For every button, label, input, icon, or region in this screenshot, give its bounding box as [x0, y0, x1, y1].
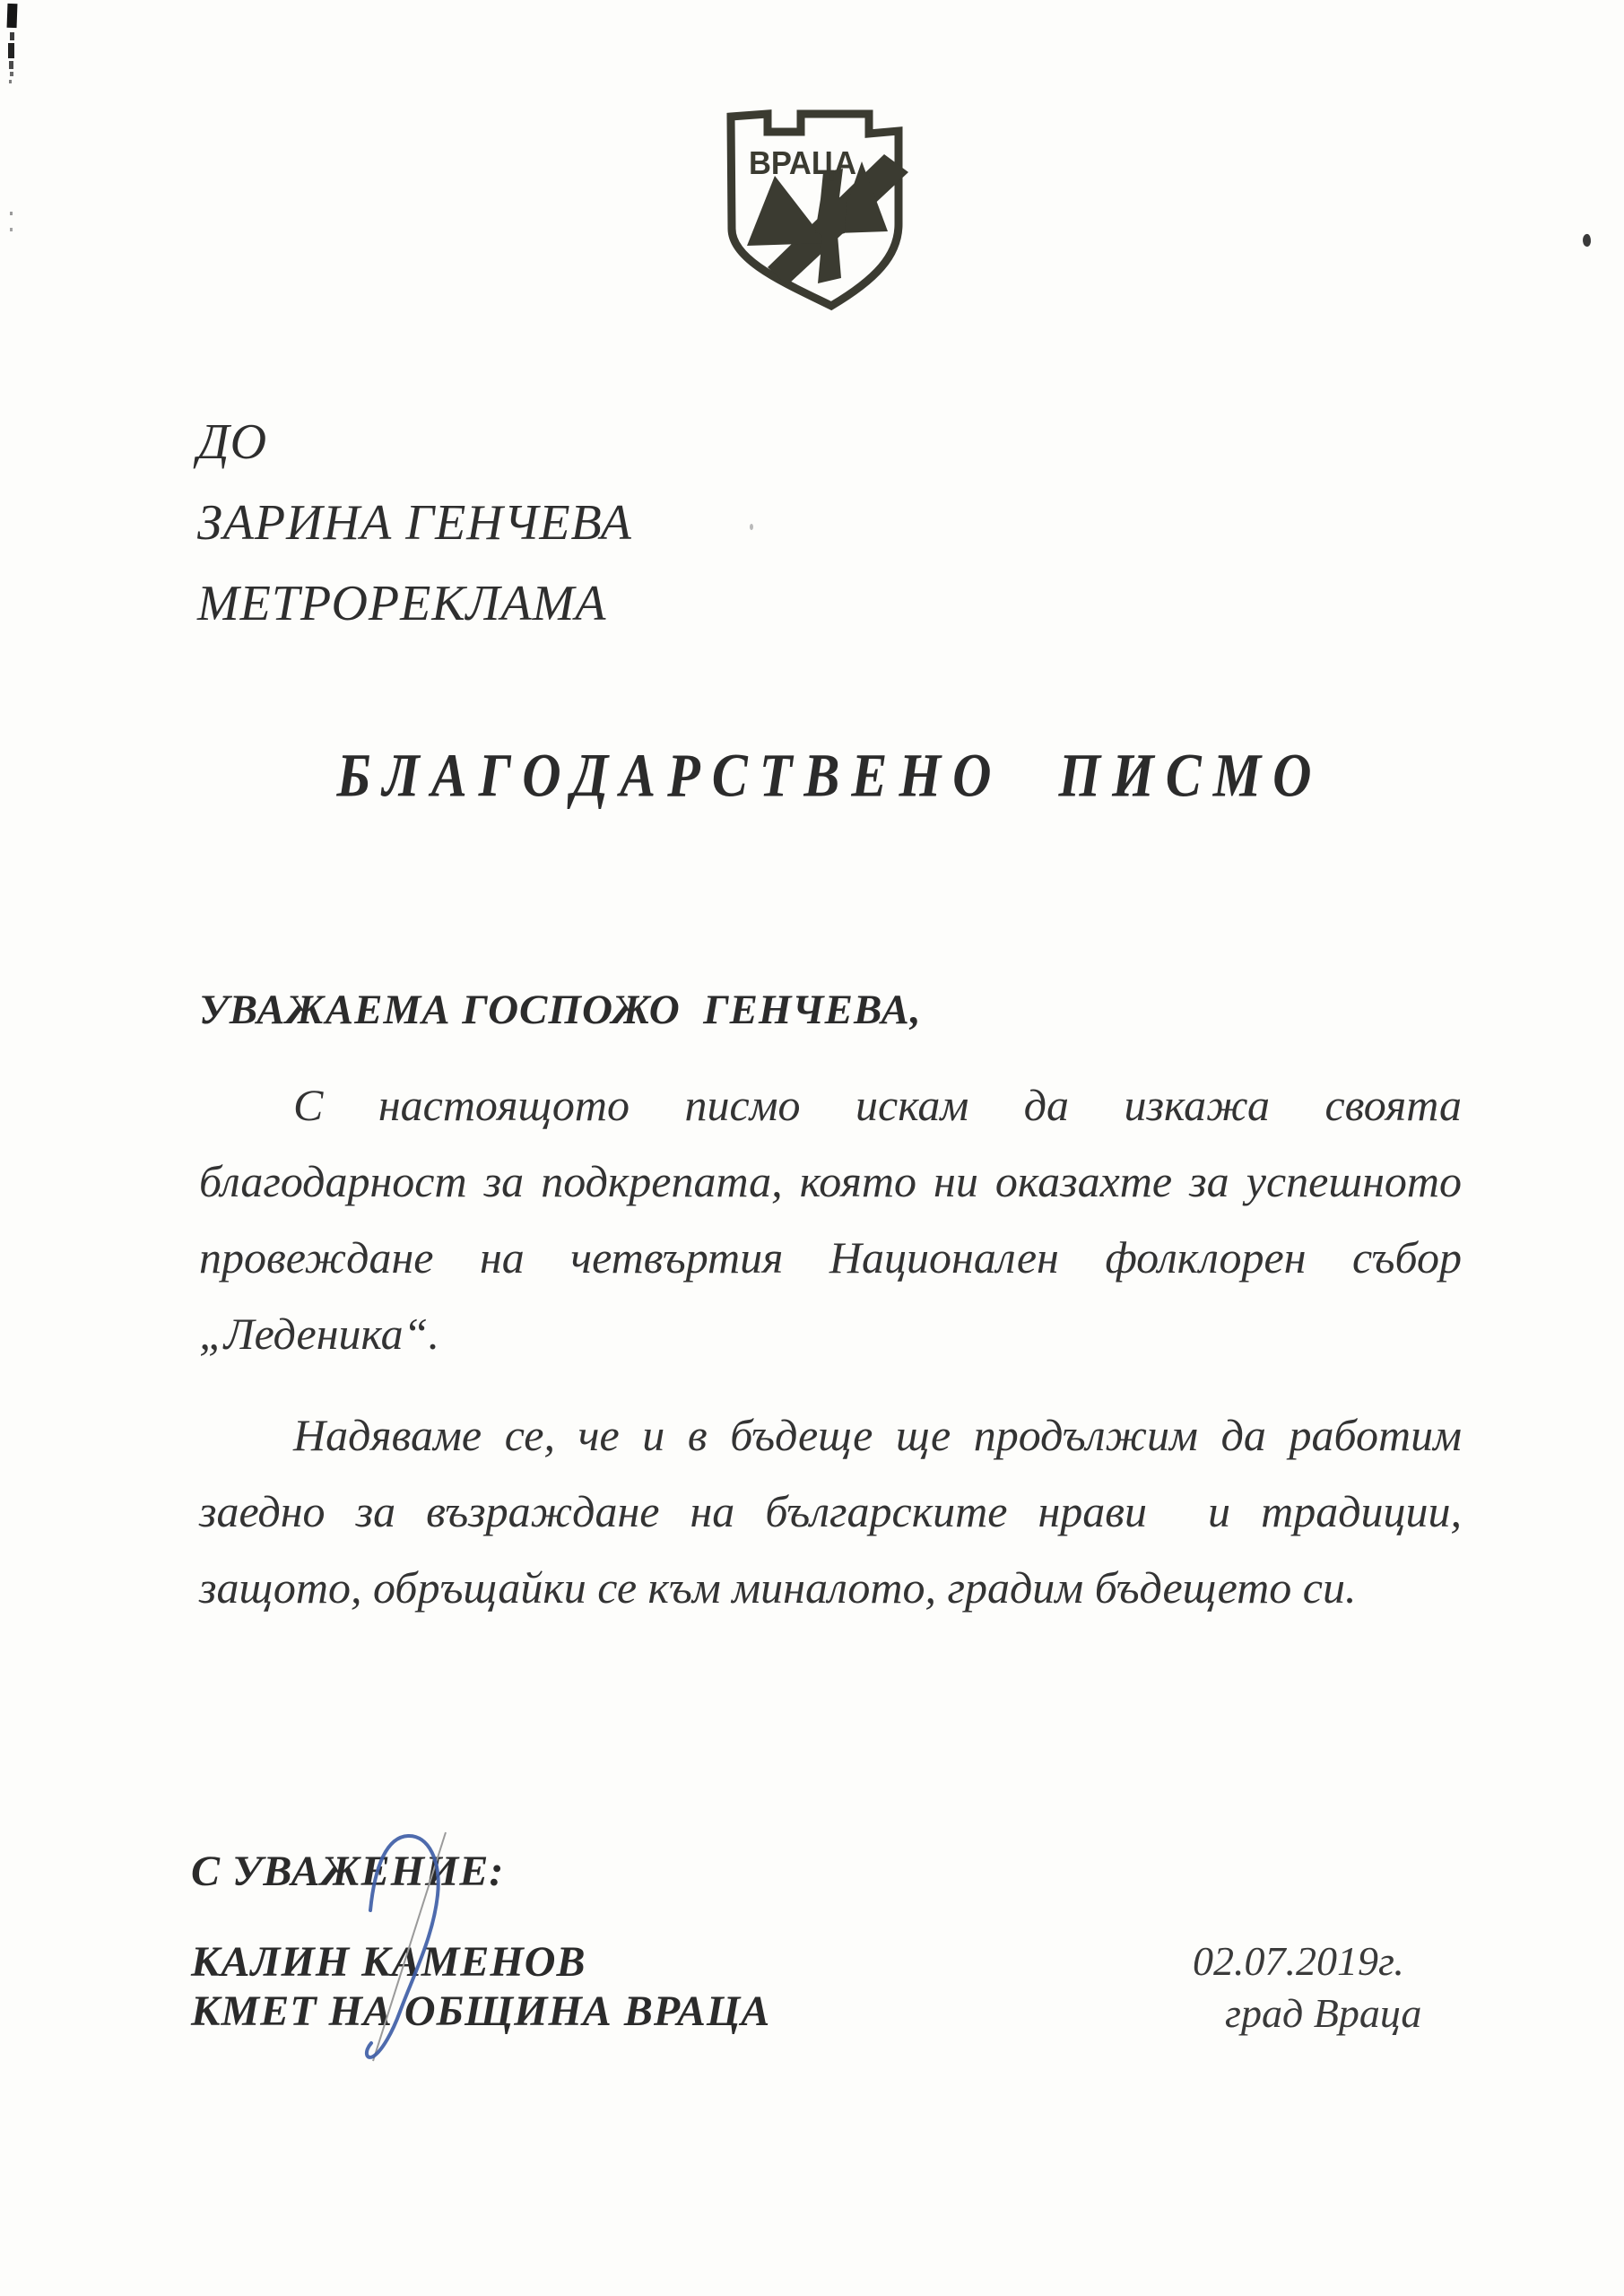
scan-artifact [7, 4, 18, 28]
closing-block [191, 1846, 770, 2036]
letter-body [199, 983, 1462, 1626]
signer-name: КАЛИН КАМЕНОВ [191, 1938, 586, 1986]
signature-pen-line [373, 1832, 446, 2061]
scan-artifact [9, 80, 12, 83]
body-line: С настоящото писмо искам да изкажа своята [293, 1080, 1462, 1130]
letter-title-text: БЛАГОДАРСТВЕНО ПИСМО [336, 742, 1324, 810]
shield-icon [723, 99, 911, 323]
scan-artifact [10, 72, 13, 76]
salutation: УВАЖАЕМА ГОСПОЖО ГЕНЧЕВА, [199, 987, 922, 1033]
body-line: „Леденика“. [199, 1309, 439, 1359]
scan-artifact [1582, 233, 1592, 247]
crest-label: ВРАЦА [749, 144, 856, 181]
body-line: благодарност за подкрепата, която ни оказахте за успешното [199, 1156, 1462, 1206]
scan-artifact [10, 212, 13, 215]
letter-place: град Враца [1225, 1990, 1422, 2036]
body-line: Надяваме се, че и в бъдеще ще продължим да работим [293, 1410, 1462, 1460]
signature-stroke [367, 1836, 439, 2057]
letter-title [36, 741, 1624, 810]
scan-artifact [750, 524, 753, 530]
vratsa-coat-of-arms [723, 99, 911, 323]
date-block [1193, 1935, 1421, 2039]
body-line: защото, обръщайки се към миналото, градим бъдещето си. [199, 1562, 1357, 1613]
body-line: заедно за възраждане на българските нрави и традиции, [199, 1486, 1462, 1536]
signature-handwritten [359, 1823, 457, 2073]
scan-artifact [10, 32, 14, 40]
recipient-name: ЗАРИНА ГЕНЧЕВА [197, 495, 632, 551]
body-line: провеждане на четвъртия Национален фолклорен събор [199, 1232, 1462, 1283]
signer-title: КМЕТ НА ОБЩИНА ВРАЦА [191, 1987, 771, 2035]
recipient-block [197, 402, 632, 644]
closing-phrase: С УВАЖЕНИЕ: [191, 1848, 505, 1895]
recipient-org: МЕТРОРЕКЛАМА [197, 576, 607, 631]
recipient-to: ДО [197, 414, 268, 470]
letter-date: 02.07.2019г. [1193, 1938, 1404, 1984]
scan-artifact [10, 228, 13, 231]
scan-artifact [9, 61, 13, 69]
scan-artifact [8, 43, 14, 58]
